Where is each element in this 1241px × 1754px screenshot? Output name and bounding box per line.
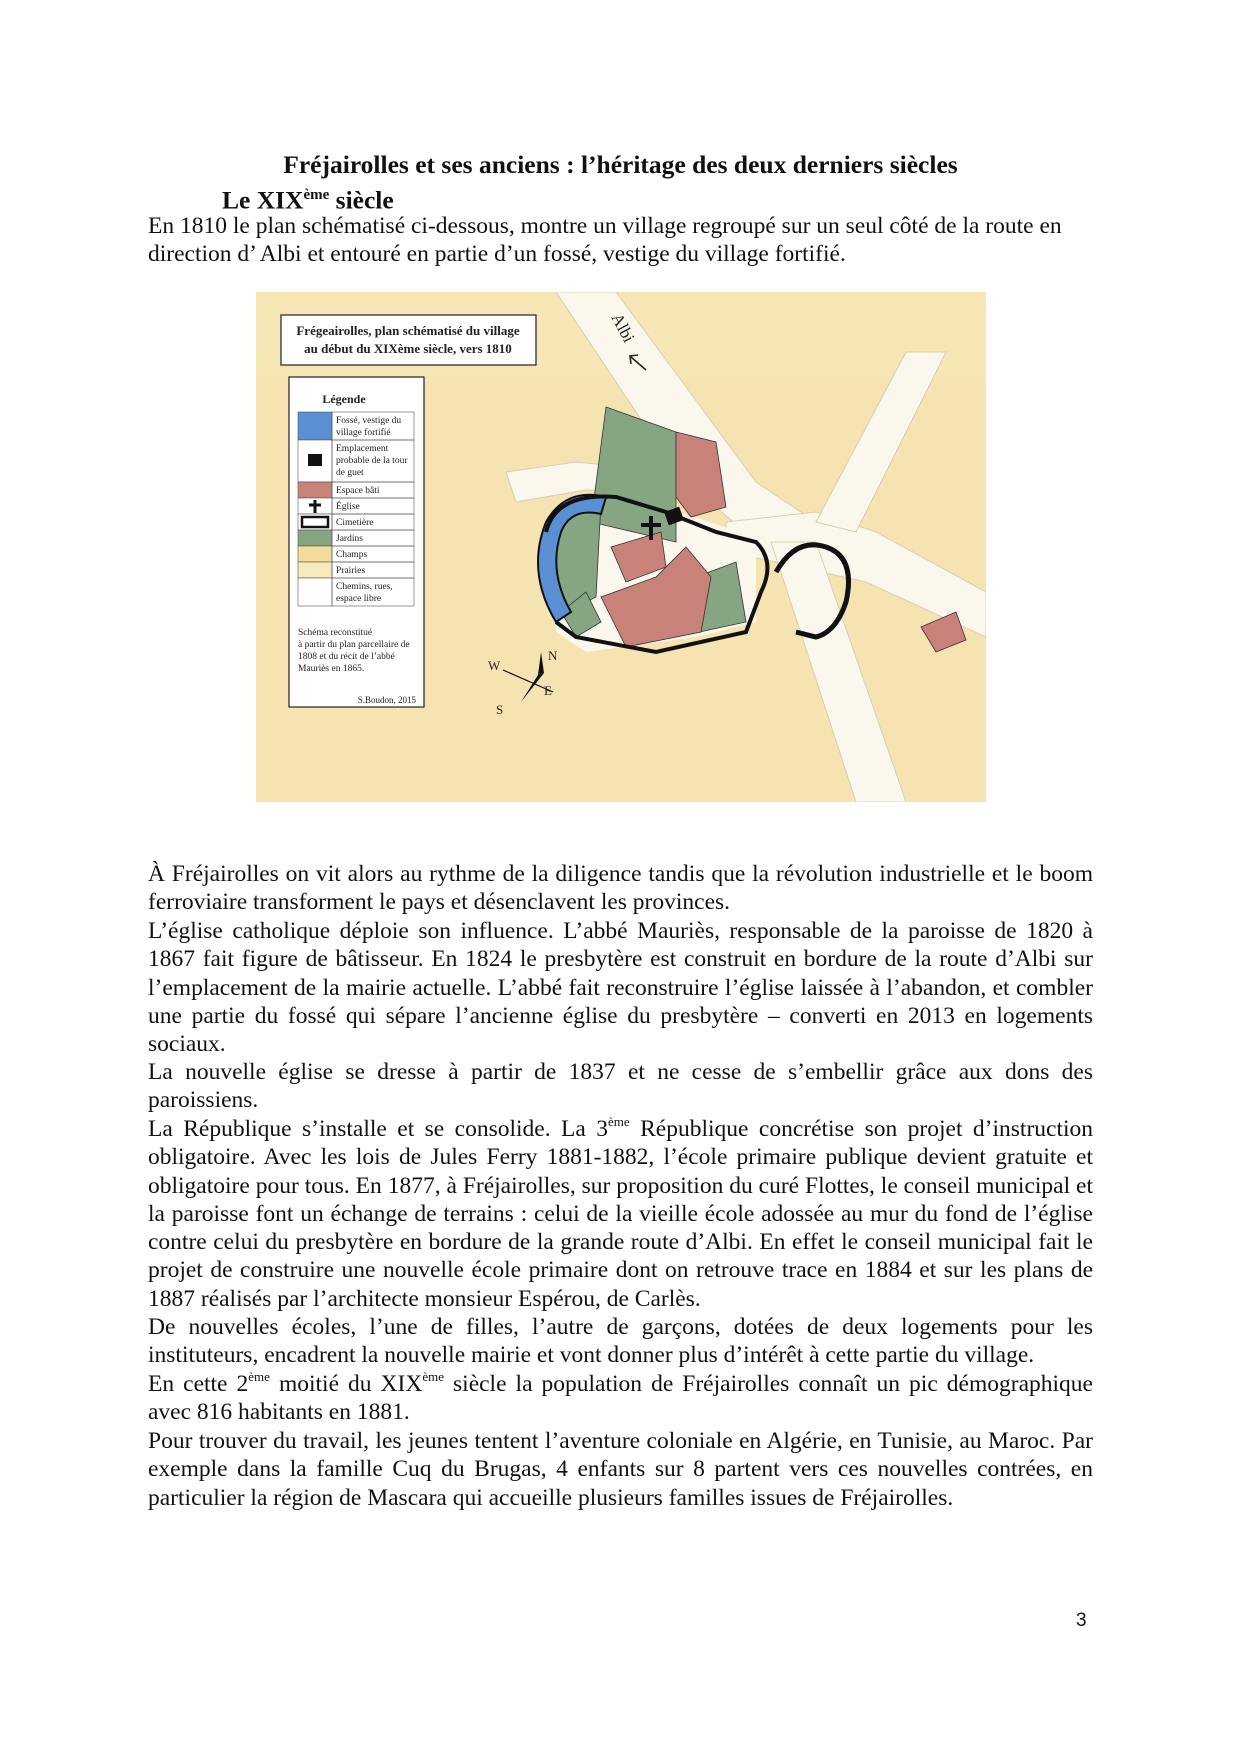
- page-number: 3: [1076, 1610, 1087, 1631]
- legend-swatch: [298, 412, 332, 440]
- legend-label: Église: [336, 502, 360, 512]
- paragraph-new-church: La nouvelle église se dresse à partir de 1837 et ne cesse de s’embellir grâce aux dons des paroissiens.: [148, 1059, 1093, 1114]
- legend-cemetery-symbol: [302, 517, 328, 527]
- republic-text-before: La République s’installe et se consolide. La 3: [148, 1116, 609, 1142]
- paragraph-republic: [148, 1115, 1093, 1313]
- legend-note-text: Schéma reconstitué à partir du plan parcellaire de 1808 et du récit de l’abbé Mauriès en 1865.: [298, 628, 410, 674]
- population-text-b: moitié du XIX: [269, 1371, 423, 1397]
- map-credit: S.Boudon, 2015: [357, 695, 416, 705]
- paragraph-diligence: À Fréjairolles on vit alors au rythme de la diligence tandis que la révolution industrielle et le boom ferroviaire transforment le pays et désenclavent les provinces.: [148, 861, 1093, 916]
- legend-label: Fossé, vestige du village fortifié: [336, 416, 402, 438]
- legend-tower-symbol: [308, 454, 322, 466]
- compass-n: N: [548, 648, 558, 663]
- page-title: Fréjairolles et ses anciens : l’héritage des deux derniers siècles: [283, 150, 958, 179]
- legend-label: Champs: [336, 550, 368, 560]
- section-heading: [222, 180, 394, 216]
- legend-label: Cimetière: [336, 518, 374, 528]
- village-map-figure: [256, 292, 986, 802]
- legend-label: Espace bâti: [336, 486, 380, 496]
- legend-label: Prairies: [336, 566, 366, 576]
- legend-swatch: [298, 482, 332, 498]
- map-title-line1: Frégeairolles, plan schématisé du village: [296, 323, 520, 338]
- legend-title: Légende: [322, 392, 366, 406]
- garden-north: [591, 407, 676, 542]
- intro-paragraph: En 1810 le plan schématisé ci-dessous, montre un village regroupé sur un seul côté de la route en direction d’ Albi et entouré en partie d’un fossé, vestige du village fortifié.: [148, 213, 1062, 268]
- compass-s: S: [496, 702, 504, 717]
- albi-label: Albi: [607, 309, 639, 346]
- republic-text-after: République concrétise son projet d’instruction obligatoire. Avec les lois de Jules Ferry 1881-1882, l’école primaire publique devient gratuite et obligatoire pour tous. En 1877, à Fréjairolles, sur proposition du curé Flottes, le conseil municipal et la paroisse font un échange de terrains : celui de la vieille école adossée au mur du fond de l’église contre celui du presbytère en bordure de la grande route d’Albi. En effet le conseil municipal fait le projet de construire une nouvelle école primaire dont on retrouve trace en 1884 et sur les plans de 1887 réalisés par l’architecte monsieur Espérou, de Carlès.: [148, 1116, 1094, 1312]
- section-heading-sup: ème: [303, 187, 330, 203]
- legend-swatch: [298, 562, 332, 578]
- population-sup-1: ème: [248, 1369, 270, 1384]
- section-heading-suffix: siècle: [329, 185, 394, 215]
- legend-swatch: [298, 578, 332, 606]
- republic-sup: ème: [608, 1114, 630, 1129]
- legend-label: Jardins: [336, 534, 363, 544]
- legend-label: Chemins, rues, espace libre: [336, 582, 393, 604]
- paragraph-population: [148, 1370, 1093, 1427]
- compass-e: E: [544, 683, 552, 698]
- population-text-c: siècle la population de Fréjairolles connaît un pic démographique avec 816 habitants en 1881.: [148, 1371, 1093, 1426]
- map-title-line2: au début du XIXème siècle, vers 1810: [304, 341, 512, 356]
- compass-w: W: [488, 658, 501, 673]
- paragraph-colonial: Pour trouver du travail, les jeunes tentent l’aventure coloniale en Algérie, en Tunisie, au Maroc. Par exemple dans la famille Cuq du Brugas, 4 enfants sur 8 partent vers ces nouvelles contrées, en particulier la région de Mascara qui accueille plusieurs familles issues de Fréjairolles.: [148, 1428, 1093, 1511]
- legend-swatch: [298, 530, 332, 546]
- population-sup-2: ème: [422, 1369, 444, 1384]
- paragraph-church: L’église catholique déploie son influence. L’abbé Mauriès, responsable de la paroisse de 1820 à 1867 fait figure de bâtisseur. En 1824 le presbytère est construit en bordure de la route d’Albi sur l’emplacement de la mairie actuelle. L’abbé fait reconstruire l’église laissée à l’abandon, et combler une partie du fossé qui sépare l’ancienne église du presbytère – converti en 2013 en logements sociaux.: [148, 918, 1093, 1058]
- section-heading-prefix: Le XIX: [222, 185, 304, 215]
- paragraph-schools: De nouvelles écoles, l’une de filles, l’autre de garçons, dotées de deux logements pour les instituteurs, encadrent la nouvelle mairie et vont donner plus d’intérêt à cette partie du village.: [148, 1314, 1093, 1369]
- population-text-a: En cette 2: [148, 1371, 249, 1397]
- legend-label: Emplacement probable de la tour de guet: [336, 444, 408, 478]
- legend-swatch: [298, 546, 332, 562]
